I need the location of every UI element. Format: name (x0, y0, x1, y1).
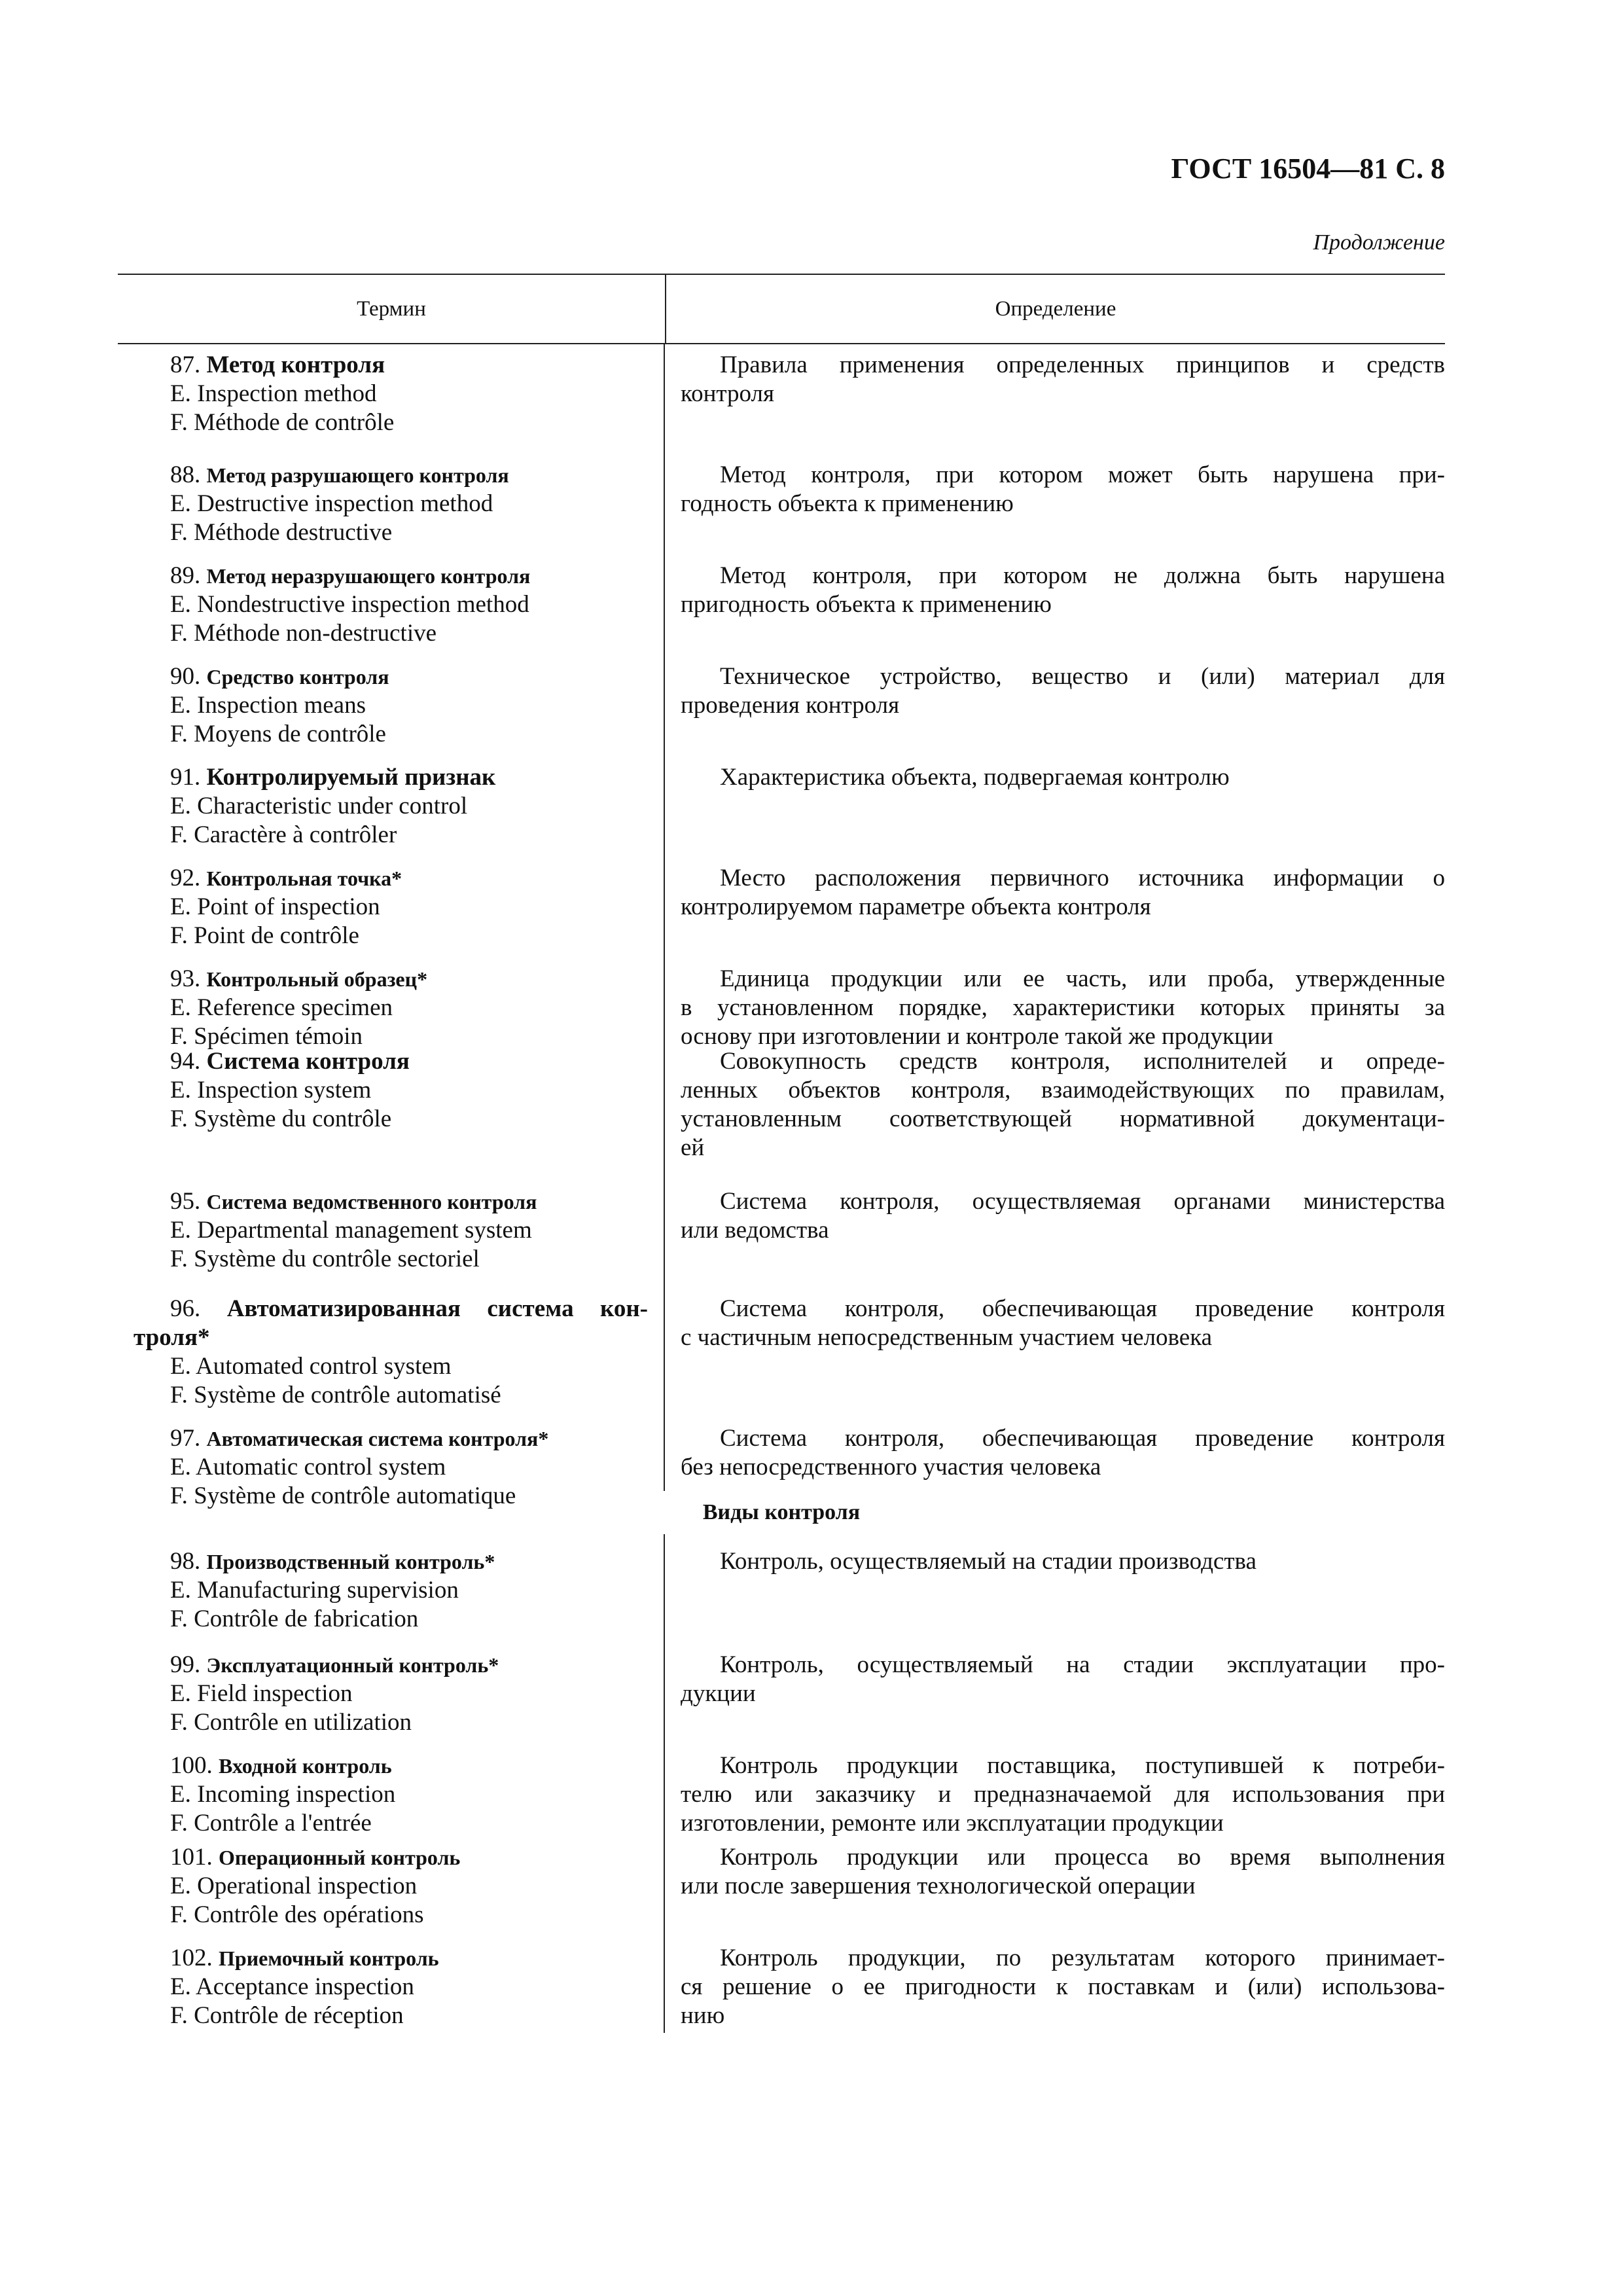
definition-cell (665, 546, 1445, 647)
definition-line: Система контроля, осуществляемая органами министерства (720, 1188, 1445, 1215)
term-heading (170, 351, 648, 380)
definition-line: Контроль продукции или процесса во время выполнения (720, 1844, 1445, 1871)
term-russian-continued: троля* (134, 1324, 210, 1351)
term-number: 102. (170, 1945, 213, 1971)
term-russian: Автоматизированная система кон- (226, 1295, 648, 1322)
term-english: E. Operational inspection (170, 1873, 418, 1899)
definition-line: пригодность объекта к применению (681, 591, 1052, 618)
definition-cell (665, 1279, 1445, 1408)
section-title: Виды контроля (702, 1500, 861, 1524)
term-cell (118, 949, 665, 1050)
definition-line: основу при изготовлении и контроле такой же продукции (681, 1023, 1274, 1050)
table-row (118, 747, 1445, 848)
term-french: F. Méthode de contrôle (170, 409, 395, 436)
term-russian: Метод неразрушающего контроля (206, 564, 531, 588)
term-heading (170, 662, 648, 691)
term-russian: Контрольный образец* (206, 967, 428, 991)
definition-line: контролируемом параметре объекта контроля (681, 893, 1151, 920)
table-header (118, 275, 1445, 344)
definition-line: ленных объектов контроля, взаимодействующих по правилам, (681, 1077, 1445, 1103)
column-header-term: Термин (118, 275, 666, 343)
term-english: E. Inspection method (170, 380, 377, 407)
term-french: F. Caractère à contrôler (170, 821, 397, 848)
term-number: 92. (170, 865, 201, 891)
term-number: 99. (170, 1651, 201, 1678)
term-russian: Средство контроля (206, 665, 389, 689)
definition-cell (665, 1837, 1445, 1928)
table-row (118, 1837, 1445, 1928)
term-number: 95. (170, 1188, 201, 1215)
term-heading (170, 562, 648, 590)
terms-group-a (118, 344, 1445, 1509)
term-number: 91. (170, 764, 201, 791)
definition-line: ся решение о ее пригодности к поставкам и (или) использова- (681, 1973, 1445, 2000)
term-english: E. Acceptance inspection (170, 1973, 414, 2000)
term-number: 93. (170, 965, 201, 992)
term-french: F. Contrôle a l'entrée (170, 1810, 372, 1837)
definition-line: Место расположения первичного источника информации о (720, 865, 1445, 891)
terms-table (118, 274, 1445, 2033)
table-row (118, 647, 1445, 747)
table-row (118, 848, 1445, 949)
term-english: E. Automatic control system (170, 1454, 446, 1480)
term-heading (170, 1547, 648, 1576)
term-cell (118, 344, 665, 445)
definition-line: Характеристика объекта, подвергаемая контролю (720, 764, 1230, 791)
term-russian: Система ведомственного контроля (206, 1190, 537, 1213)
term-cell (118, 1408, 665, 1509)
definition-cell (665, 1041, 1445, 1178)
definition-line: Контроль продукции поставщика, поступившей к потреби- (720, 1752, 1445, 1779)
table-row (118, 1041, 1445, 1178)
definition-line: проведения контроля (681, 692, 900, 719)
term-cell (118, 1736, 665, 1837)
terms-group-b (118, 1534, 1445, 2033)
definition-line: изготовлении, ремонте или эксплуатации продукции (681, 1810, 1224, 1837)
definition-line: Контроль, осуществляемый на стадии производства (720, 1548, 1257, 1575)
term-english: E. Reference specimen (170, 994, 393, 1021)
term-cell (118, 848, 665, 949)
table-row (118, 1635, 1445, 1736)
table-row (118, 1408, 1445, 1509)
term-heading (170, 1651, 648, 1679)
table-row (118, 546, 1445, 647)
term-russian: Метод контроля (206, 351, 385, 378)
term-french: F. Système de contrôle automatique (170, 1482, 516, 1509)
definition-line: дукции (681, 1680, 756, 1707)
table-row (118, 1279, 1445, 1408)
document-code: ГОСТ 16504—81 С. 8 (1171, 152, 1445, 185)
term-number: 97. (170, 1425, 201, 1452)
term-english: E. Field inspection (170, 1680, 353, 1707)
term-heading (170, 864, 648, 893)
definition-line: Совокупность средств контроля, исполнителей и опреде- (720, 1048, 1445, 1075)
continuation-label: Продолжение (1313, 230, 1445, 255)
term-english: E. Manufacturing supervision (170, 1577, 459, 1604)
term-french: F. Spécimen témoin (170, 1023, 363, 1050)
term-english: E. Point of inspection (170, 893, 380, 920)
term-number: 88. (170, 461, 201, 488)
definition-line: установленным соответствующей нормативной документаци- (681, 1105, 1445, 1132)
definition-line: годность объекта к применению (681, 490, 1014, 517)
table-row (118, 949, 1445, 1050)
definition-line: Метод контроля, при котором может быть нарушена при- (720, 461, 1445, 488)
term-english: E. Incoming inspection (170, 1781, 396, 1808)
definition-line: с частичным непосредственным участием человека (681, 1324, 1213, 1351)
term-heading (170, 1944, 648, 1973)
term-number: 96. (170, 1295, 201, 1322)
term-english: E. Characteristic under control (170, 793, 468, 819)
term-cell (118, 747, 665, 848)
term-russian: Автоматическая система контроля* (206, 1427, 549, 1450)
definition-line: в установленном порядке, характеристики которых приняты за (681, 994, 1445, 1021)
term-number: 87. (170, 351, 201, 378)
definition-cell (665, 1408, 1445, 1491)
term-russian: Приемочный контроль (219, 1946, 439, 1970)
term-heading (170, 1295, 648, 1323)
term-french: F. Contrôle de réception (170, 2002, 404, 2029)
table-row (118, 1928, 1445, 2033)
term-cell (118, 1178, 665, 1279)
term-number: 89. (170, 562, 201, 589)
definition-cell (665, 1736, 1445, 1837)
definition-cell (665, 445, 1445, 546)
definition-cell (665, 747, 1445, 848)
term-french: F. Méthode destructive (170, 519, 393, 546)
term-english: E. Automated control system (170, 1353, 452, 1380)
term-french: F. Système du contrôle sectoriel (170, 1246, 480, 1272)
table-row (118, 1178, 1445, 1279)
term-english: E. Departmental management system (170, 1217, 532, 1244)
term-russian: Контрольная точка* (206, 867, 402, 890)
term-russian: Контролируемый признак (206, 764, 496, 791)
term-russian: Входной контроль (219, 1754, 392, 1778)
term-number: 94. (170, 1048, 201, 1075)
term-heading (170, 1843, 648, 1872)
term-english: E. Inspection means (170, 692, 366, 719)
definition-cell (665, 1635, 1445, 1736)
definition-line: Метод контроля, при котором не должна быть нарушена (720, 562, 1445, 589)
term-french: F. Système de contrôle automatisé (170, 1382, 501, 1408)
definition-line: ей (681, 1134, 705, 1161)
term-russian: Операционный контроль (219, 1846, 461, 1869)
table-row (118, 344, 1445, 445)
term-french: F. Système du contrôle (170, 1105, 392, 1132)
definition-cell (665, 1928, 1445, 2033)
term-heading (170, 1187, 648, 1216)
term-cell (118, 1928, 665, 2033)
term-cell (118, 1534, 665, 1635)
table-row (118, 1534, 1445, 1635)
definition-line: Контроль продукции, по результатам которого принимает- (720, 1945, 1445, 1971)
term-russian: Метод разрушающего контроля (206, 463, 509, 487)
term-heading (170, 461, 648, 490)
term-english: E. Inspection system (170, 1077, 372, 1103)
definition-line: телю или заказчику и предназначаемой для использования при (681, 1781, 1445, 1808)
table-row (118, 1736, 1445, 1837)
definition-cell (665, 848, 1445, 949)
term-french: F. Contrôle des opérations (170, 1901, 424, 1928)
definition-line: нию (681, 2002, 725, 2029)
term-cell (118, 1041, 665, 1178)
term-cell (118, 1837, 665, 1928)
term-cell (118, 1635, 665, 1736)
term-number: 100. (170, 1752, 213, 1779)
definition-line: контроля (681, 380, 775, 407)
term-russian: Производственный контроль* (206, 1550, 495, 1573)
definition-line: Техническое устройство, вещество и (или) материал для (720, 663, 1445, 690)
definition-cell (665, 344, 1445, 445)
definition-cell (665, 1534, 1445, 1635)
term-number: 90. (170, 663, 201, 690)
term-english: E. Nondestructive inspection method (170, 591, 529, 618)
column-header-definition: Определение (995, 296, 1116, 321)
term-number: 98. (170, 1548, 201, 1575)
term-french: F. Moyens de contrôle (170, 721, 386, 747)
term-cell (118, 445, 665, 546)
term-cell (118, 546, 665, 647)
definition-cell (665, 949, 1445, 1050)
definition-line: Правила применения определенных принципов и средств (720, 351, 1445, 378)
definition-line: Система контроля, обеспечивающая проведение контроля (720, 1295, 1445, 1322)
definition-line: или после завершения технологической операции (681, 1873, 1196, 1899)
term-number: 101. (170, 1844, 213, 1871)
term-heading (170, 1424, 648, 1453)
term-heading (170, 763, 648, 792)
term-heading (170, 965, 648, 994)
definition-line: без непосредственного участия человека (681, 1454, 1101, 1480)
term-heading (170, 1751, 648, 1780)
term-french: F. Méthode non-destructive (170, 620, 437, 647)
term-russian: Эксплуатационный контроль* (206, 1653, 499, 1677)
definition-line: Система контроля, обеспечивающая проведение контроля (720, 1425, 1445, 1452)
term-cell (118, 1279, 665, 1408)
definition-cell (665, 647, 1445, 747)
definition-line: или ведомства (681, 1217, 829, 1244)
definition-line: Контроль, осуществляемый на стадии эксплуатации про- (720, 1651, 1445, 1678)
term-english: E. Destructive inspection method (170, 490, 493, 517)
term-heading (170, 1047, 648, 1076)
term-french: F. Contrôle en utilization (170, 1709, 412, 1736)
definition-cell (665, 1178, 1445, 1279)
term-french: F. Contrôle de fabrication (170, 1605, 419, 1632)
definition-line: Единица продукции или ее часть, или проба, утвержденные (720, 965, 1445, 992)
term-french: F. Point de contrôle (170, 922, 359, 949)
table-row (118, 445, 1445, 546)
term-russian: Система контроля (206, 1048, 410, 1075)
term-cell (118, 647, 665, 747)
